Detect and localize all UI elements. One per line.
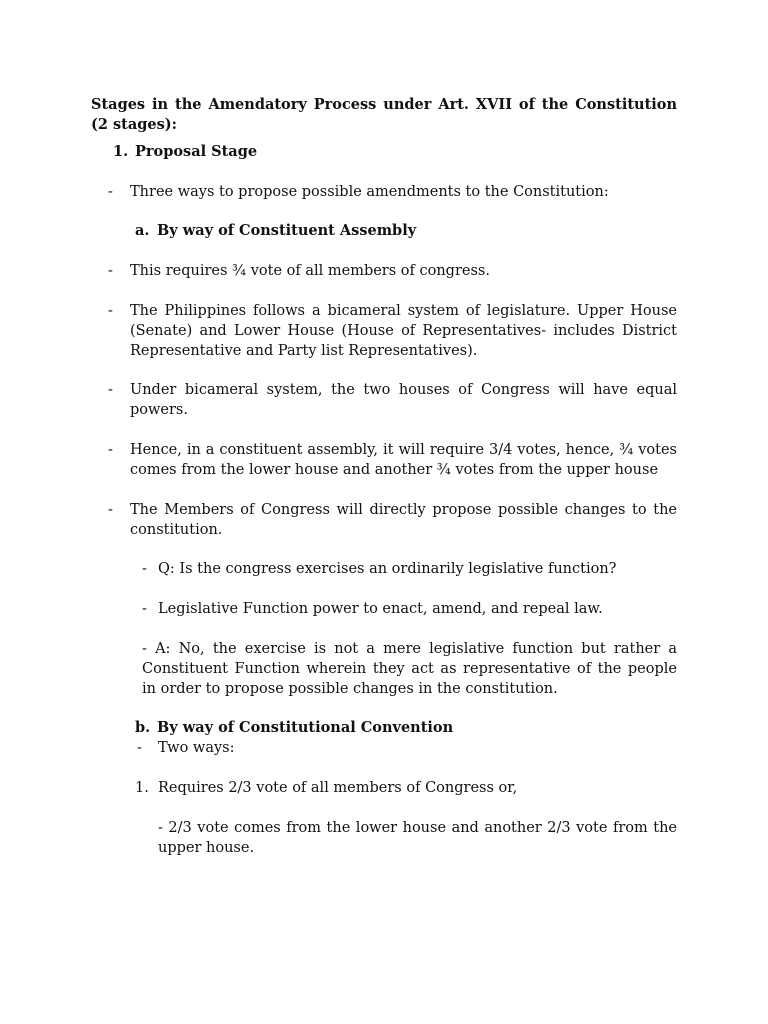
bullet-text: This requires ¾ vote of all members of congress. (130, 263, 490, 279)
numbered-item-text: Requires 2/3 vote of all members of Congress or, (158, 780, 518, 796)
bullet-text: Under bicameral system, the two houses of Congress will have equal powers. (130, 382, 677, 418)
bullet-dash: - (108, 382, 113, 398)
bullet-dash: - (108, 442, 113, 458)
sub-bullet-text: Legislative Function power to enact, amend, and repeal law. (158, 601, 603, 617)
proposal-stage-title: Proposal Stage (135, 143, 258, 160)
section-b-bullet-text: Two ways: (158, 740, 235, 756)
numbered-item-number: 1. (135, 780, 149, 796)
sub-bullet-text: Q: Is the congress exercises an ordinarily legislative function? (158, 561, 617, 577)
bullet-text: Hence, in a constituent assembly, it will require 3/4 votes, hence, ¾ votes comes from the lower house and another ¾ votes from the upper house (130, 442, 677, 478)
bullet-dash: - (108, 263, 113, 279)
intro-dash: - (108, 184, 113, 200)
bullet-dash: - (108, 303, 113, 319)
sub-bullet-dash: - (142, 561, 147, 577)
proposal-stage-number: 1. (113, 143, 129, 160)
section-b-letter: b. (135, 719, 151, 736)
bullet-text: The Members of Congress will directly propose possible changes to the constitution. (130, 502, 677, 538)
bullet-text: The Philippines follows a bicameral system of legislature. Upper House (Senate) and Lower House (House of Representatives- includes District Representative and Party list Representatives). (130, 303, 677, 359)
intro-text: Three ways to propose possible amendments to the Constitution: (130, 184, 609, 200)
section-a-title: By way of Constituent Assembly (157, 222, 417, 239)
bullet-dash: - (108, 502, 113, 518)
answer-paragraph: - A: No, the exercise is not a mere legislative function but rather a Constituent Function wherein they act as representative of the people in order to propose possible changes in the constitution. (142, 641, 677, 697)
numbered-item-sub-text: - 2/3 vote comes from the lower house and another 2/3 vote from the upper house. (158, 820, 677, 856)
section-a-letter: a. (135, 222, 150, 239)
sub-bullet-dash: - (142, 601, 147, 617)
document-heading: Stages in the Amendatory Process under Art. XVII of the Constitution (2 stages): (91, 96, 677, 133)
section-b-dash: - (137, 740, 142, 756)
section-b-title: By way of Constitutional Convention (157, 719, 454, 736)
